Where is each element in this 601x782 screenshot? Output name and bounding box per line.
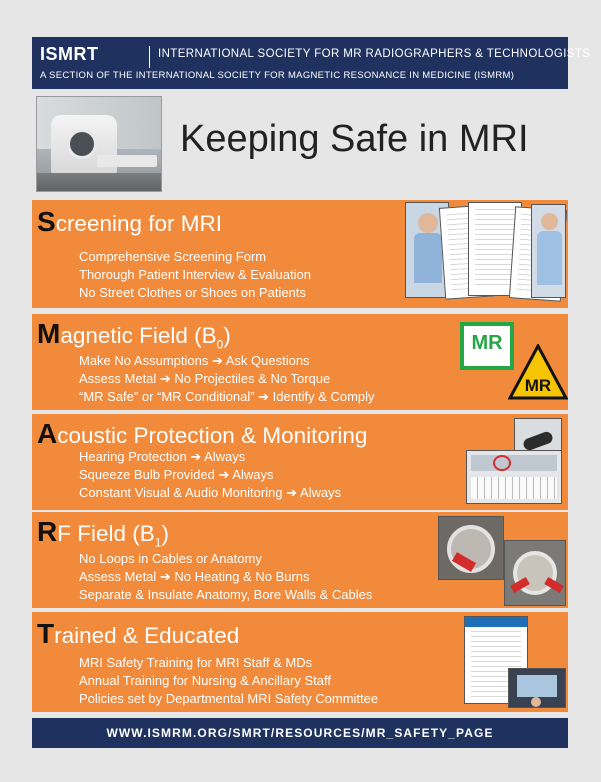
list-item: “MR Safe” or “MR Conditional” ➔ Identify & Comply: [79, 389, 375, 404]
section-title: coustic Protection & Monitoring: [57, 423, 368, 448]
mr-safe-icon: MR: [460, 322, 514, 370]
header-divider: [149, 46, 150, 68]
section-items: [79, 550, 372, 604]
list-item: No Street Clothes or Shoes on Patients: [79, 285, 306, 300]
svg-text:MR: MR: [524, 376, 552, 395]
list-item: Assess Metal ➔ No Projectiles & No Torque: [79, 371, 331, 386]
section-letter: S: [37, 206, 56, 237]
footer-banner: [32, 718, 568, 748]
list-item: Make No Assumptions ➔ Ask Questions: [79, 353, 310, 368]
page-title: Keeping Safe in MRI: [180, 118, 529, 160]
section-heading: [37, 418, 367, 450]
section-title: creening for MRI: [55, 211, 222, 236]
list-item: Constant Visual & Audio Monitoring ➔ Always: [79, 485, 342, 500]
list-item: Assess Metal ➔ No Heating & No Burns: [79, 569, 310, 584]
list-item: Separate & Insulate Anatomy, Bore Walls & Cables: [79, 587, 373, 602]
subscript: 0: [216, 337, 224, 352]
section-title: rained & Educated: [54, 623, 240, 648]
mri-scanner-photo: [36, 96, 162, 192]
list-item: MRI Safety Training for MRI Staff & MDs: [79, 655, 313, 670]
section-heading: RF Field $(B_1)$: [37, 516, 169, 550]
section-screening: [32, 200, 568, 308]
patient-in-bore-photo: [504, 540, 566, 606]
section-items: [79, 448, 341, 502]
subscript: 1: [154, 535, 162, 550]
section-title: agnetic Field (B: [60, 323, 217, 348]
section-letter: A: [37, 418, 58, 449]
org-full-name: INTERNATIONAL SOCIETY FOR MR RADIOGRAPHERS & TECHNOLOGISTS: [158, 48, 591, 60]
section-items: [79, 248, 311, 302]
section-items: [79, 352, 375, 406]
section-letter: T: [37, 618, 55, 649]
header-banner: [32, 37, 591, 89]
nurse-photo: [531, 204, 566, 298]
section-trained: [32, 612, 568, 712]
section-title: F Field (B: [57, 521, 155, 546]
presentation-photo: [508, 668, 566, 708]
list-item: Annual Training for Nursing & Ancillary Staff: [79, 673, 331, 688]
section-rf-field: [32, 512, 568, 608]
list-item: Squeeze Bulb Provided ➔ Always: [79, 467, 274, 482]
list-item: Hearing Protection ➔ Always: [79, 449, 246, 464]
org-acronym: ISMRT: [40, 44, 99, 64]
list-item: Policies set by Departmental MRI Safety Committee: [79, 691, 379, 706]
section-magnetic-field: [32, 314, 568, 410]
list-item: Thorough Patient Interview & Evaluation: [79, 267, 311, 282]
section-heading: [37, 206, 222, 238]
section-letter: M: [37, 318, 61, 349]
org-subtitle: A SECTION OF THE INTERNATIONAL SOCIETY FOR MAGNETIC RESONANCE IN MEDICINE (ISMRM): [40, 70, 515, 81]
list-item: No Loops in Cables or Anatomy: [79, 551, 262, 566]
section-acoustic: [32, 414, 568, 510]
section-items: [79, 654, 378, 708]
footer-url[interactable]: WWW.ISMRM.ORG/SMRT/RESOURCES/MR_SAFETY_PAGE: [106, 726, 494, 740]
section-letter: R: [37, 516, 58, 547]
mr-conditional-icon: [508, 344, 568, 400]
monitoring-console-photo: [466, 450, 562, 504]
section-heading: Magnetic Field $(B_0)$: [37, 318, 231, 352]
list-item: Comprehensive Screening Form: [79, 249, 267, 264]
section-heading: [37, 618, 239, 650]
patient-in-bore-photo: [438, 516, 504, 580]
